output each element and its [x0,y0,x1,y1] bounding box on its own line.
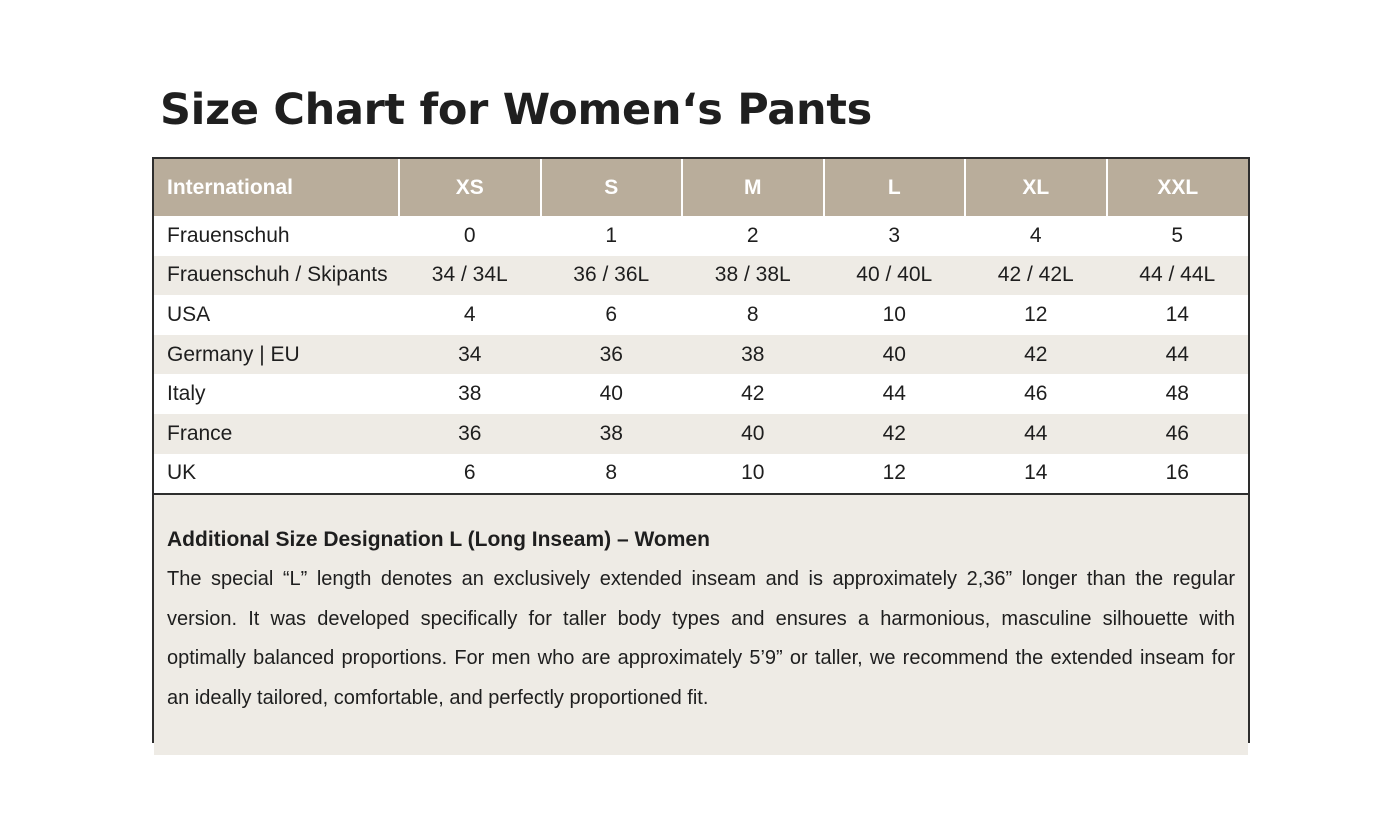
table-row [154,454,1248,495]
row-label: Italy [167,382,206,406]
table-cell: 4 [1029,223,1042,247]
long-inseam-note [154,495,1248,755]
size-chart-frame [152,157,1250,743]
row-label: Frauenschuh / Skipants [154,256,399,296]
table-cell: 40 / 40L [824,256,966,296]
header-cell-xl: XL [965,159,1107,216]
table-cell: 42 / 42L [965,256,1107,296]
table-cell: 3 [888,223,901,247]
table-cell: 36 [541,335,683,375]
table-cell: 44 / 44L [1107,256,1249,296]
header-cell-m: M [682,159,824,216]
table-cell: 1 [605,223,618,247]
page-title: Size Chart for Women‘s Pants [160,85,872,135]
table-cell: 34 / 34L [399,256,541,296]
row-label: Germany | EU [154,335,399,375]
table-cell: 14 [1165,302,1189,326]
table-cell: 14 [965,454,1107,495]
table-cell: 16 [1107,454,1249,495]
table-cell: 6 [605,302,618,326]
row-label: UK [154,454,399,495]
table-cell: 38 [541,414,683,454]
table-row [154,216,1248,256]
size-table-body [154,216,1248,494]
table-cell: 4 [463,302,476,326]
table-cell: 44 [1107,335,1249,375]
table-row [154,256,1248,296]
note-heading: Additional Size Designation L (Long Inseam) – Women [167,528,710,552]
table-cell: 44 [882,382,906,406]
table-cell: 10 [882,302,906,326]
table-row [154,335,1248,375]
table-cell: 5 [1171,223,1184,247]
size-table [154,159,1248,495]
table-row [154,414,1248,454]
row-label: USA [167,302,211,326]
table-cell: 10 [682,454,824,495]
table-cell: 38 / 38L [682,256,824,296]
header-cell-l: L [824,159,966,216]
size-table-header [154,159,1248,216]
row-label: France [154,414,399,454]
table-cell: 42 [824,414,966,454]
table-cell: 2 [746,223,759,247]
table-cell: 36 [399,414,541,454]
table-cell: 8 [746,302,759,326]
header-row [154,159,1248,216]
table-cell: 38 [682,335,824,375]
table-cell: 42 [741,382,765,406]
table-cell: 12 [1024,302,1048,326]
table-row [154,295,1248,335]
table-cell: 46 [1024,382,1048,406]
table-cell: 44 [965,414,1107,454]
table-cell: 40 [824,335,966,375]
table-cell: 12 [824,454,966,495]
table-row [154,374,1248,414]
table-cell: 38 [458,382,482,406]
table-cell: 40 [599,382,623,406]
header-cell-international: International [154,159,399,216]
row-label: Frauenschuh [167,223,290,247]
table-cell: 42 [965,335,1107,375]
note-body: The special “L” length denotes an exclusively extended inseam and is approximately 2,36” longer than the regular version. It was developed specifically for taller body types and ensures a harmonious, masculine silhouette with optimally balanced proportions. For men who are approximately 5’9” or taller, we recommend the extended inseam for an ideally tailored, comfortable, and perfectly proportioned fit. [167,568,1235,709]
table-cell: 6 [399,454,541,495]
header-cell-xs: XS [399,159,541,216]
table-cell: 34 [399,335,541,375]
table-cell: 46 [1107,414,1249,454]
table-cell: 48 [1165,382,1189,406]
table-cell: 36 / 36L [541,256,683,296]
table-cell: 0 [463,223,476,247]
table-cell: 40 [682,414,824,454]
header-cell-s: S [541,159,683,216]
header-cell-xxl: XXL [1107,159,1249,216]
table-cell: 8 [541,454,683,495]
